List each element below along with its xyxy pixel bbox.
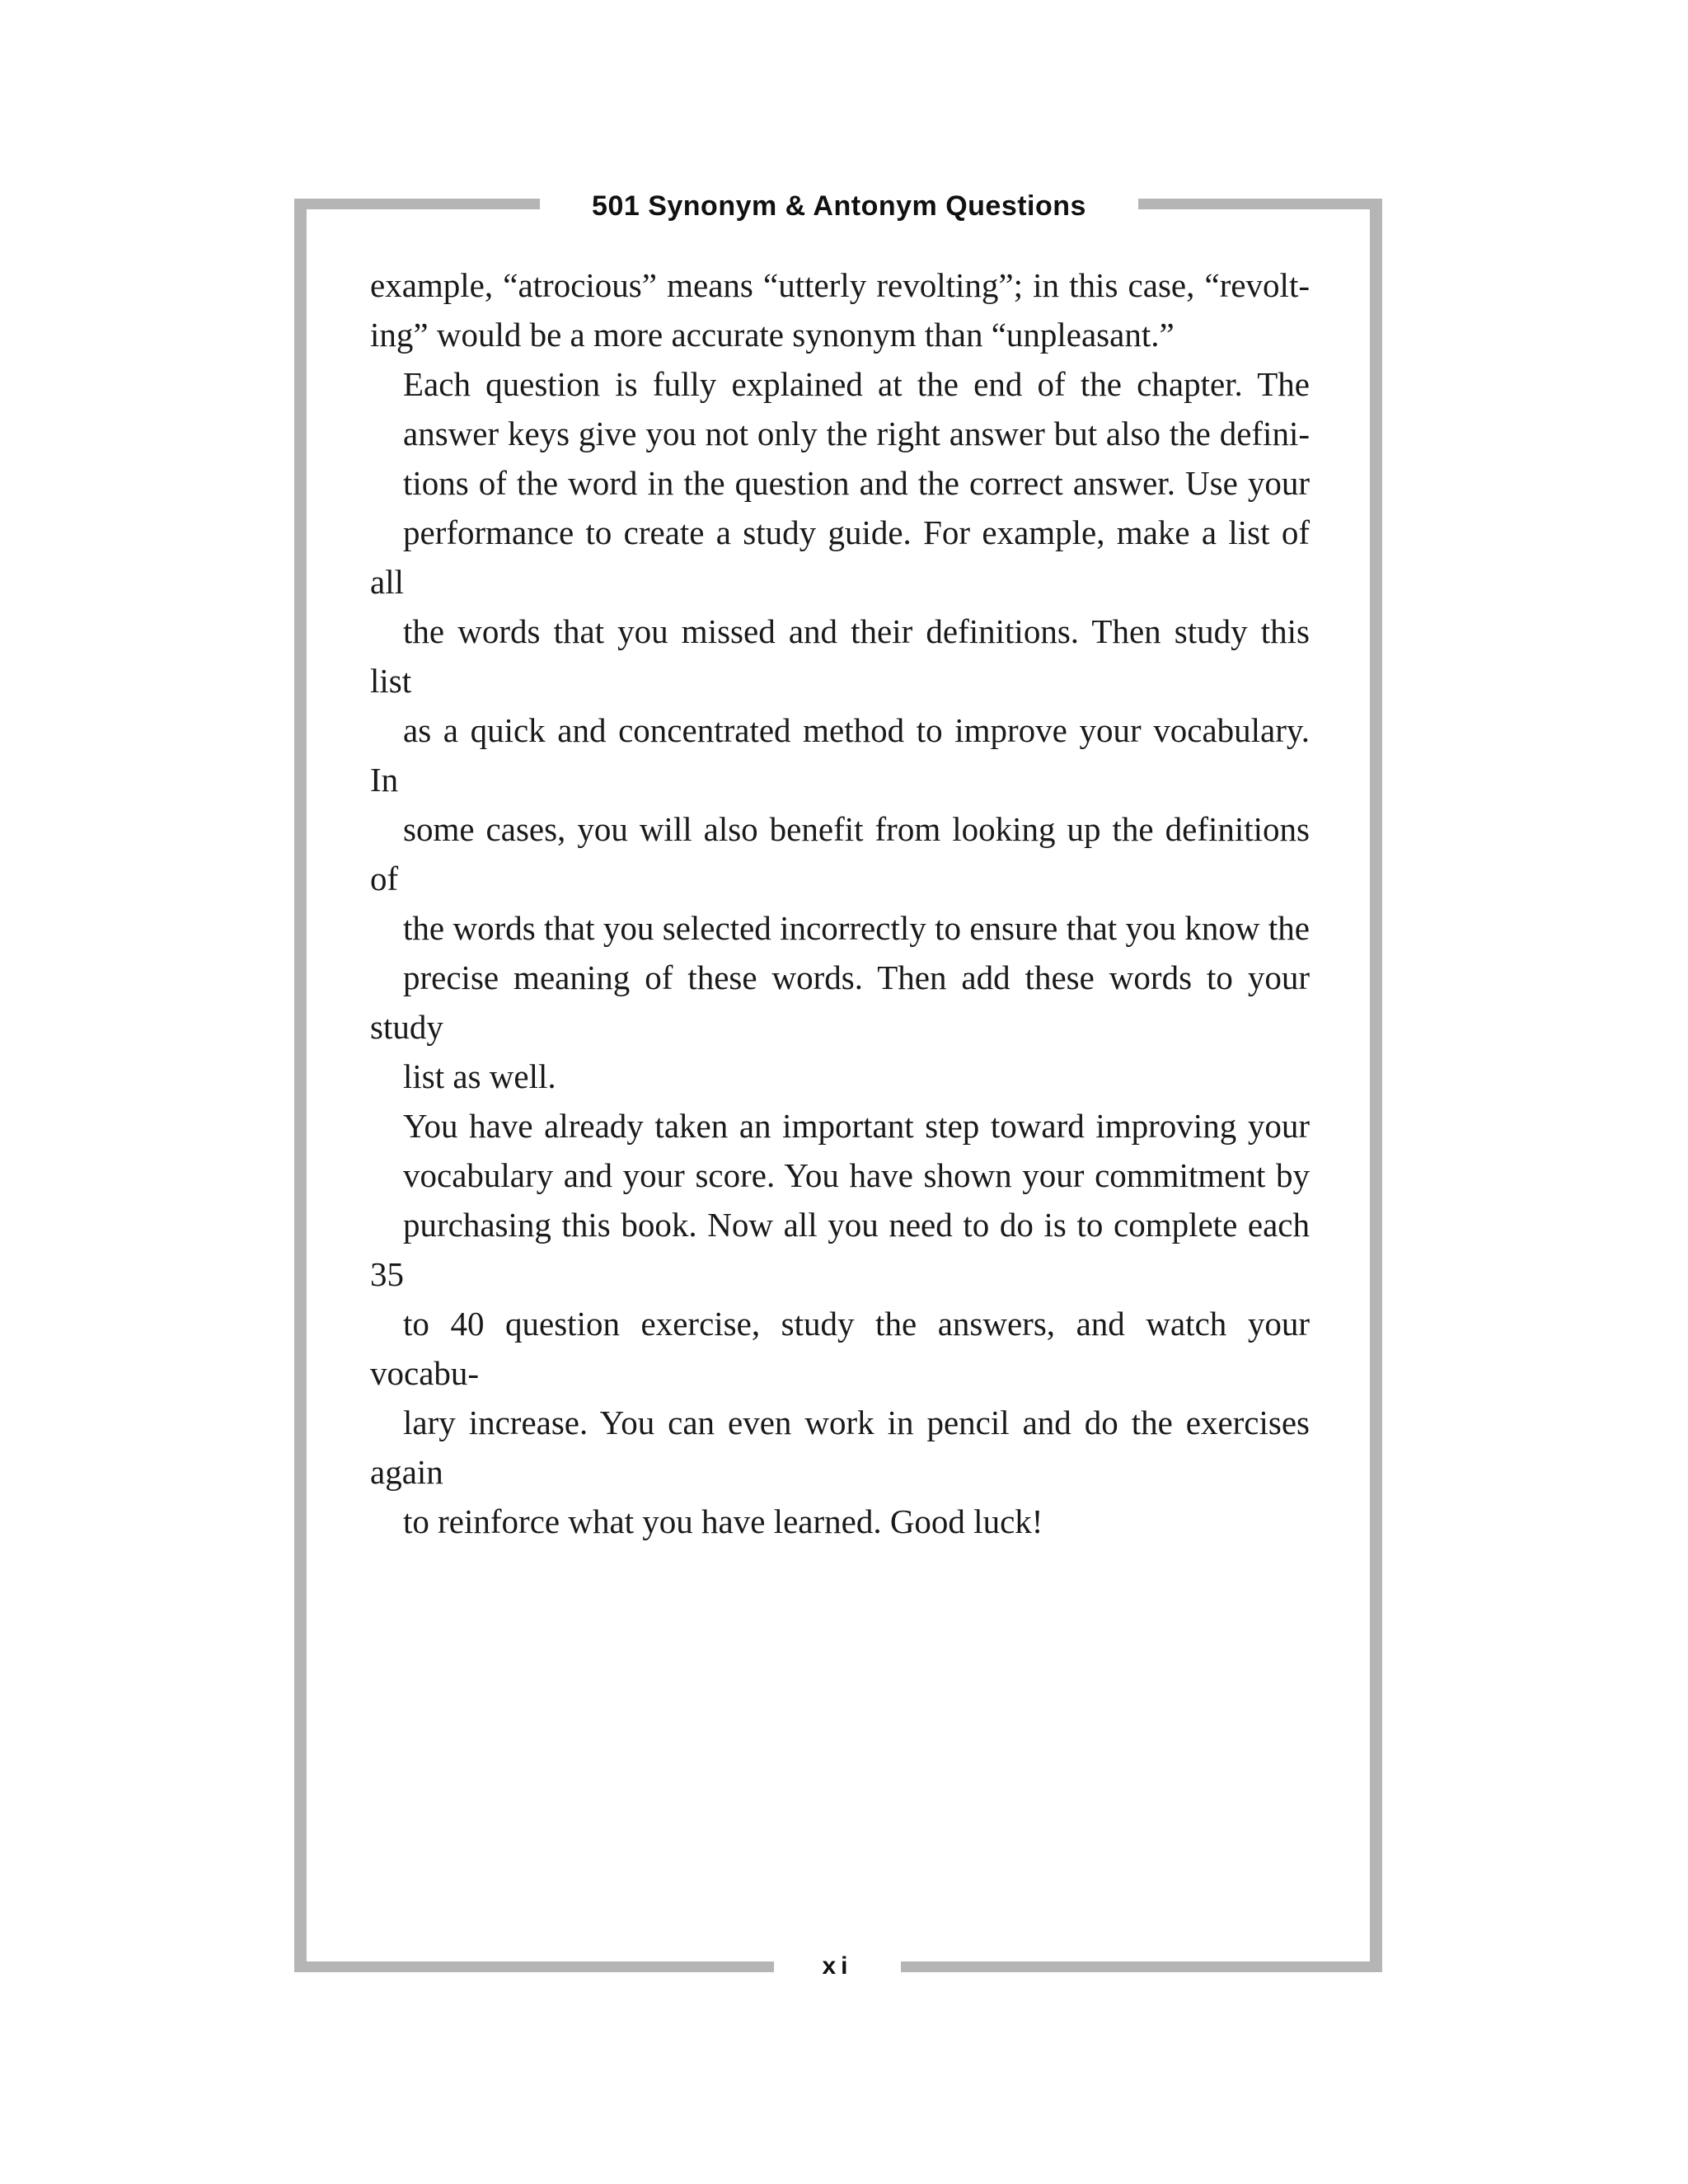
page-number: xi xyxy=(822,1952,853,1980)
text-line: ing” would be a more accurate synonym than “unpleasant.” xyxy=(370,316,1175,354)
text-line: Each question is fully explained at the end of the chapter. The xyxy=(403,365,1310,403)
paragraph-1 xyxy=(370,260,1310,359)
text-line: answer keys give you not only the right answer but also the defini- xyxy=(403,415,1310,452)
body-text xyxy=(370,260,1310,1546)
frame-left-bar xyxy=(294,199,307,1972)
text-line: purchasing this book. Now all you need to do is to complete each 35 xyxy=(370,1206,1310,1293)
text-line: some cases, you will also benefit from looking up the definitions of xyxy=(370,810,1310,898)
frame-bottom-right-bar xyxy=(901,1961,1382,1972)
running-head: 501 Synonym & Antonym Questions xyxy=(592,190,1086,222)
frame-top-right-bar xyxy=(1138,199,1382,209)
text-line: tions of the word in the question and the correct answer. Use your xyxy=(403,464,1310,502)
text-line: to 40 question exercise, study the answers, and watch your vocabu- xyxy=(370,1305,1310,1392)
frame-bottom-left-bar xyxy=(294,1961,774,1972)
text-line: You have already taken an important step toward improving your xyxy=(403,1107,1310,1145)
text-line: to reinforce what you have learned. Good luck! xyxy=(403,1502,1043,1540)
text-line: the words that you missed and their definitions. Then study this list xyxy=(370,612,1310,700)
text-line: lary increase. You can even work in pencil and do the exercises again xyxy=(370,1404,1310,1491)
text-line: list as well. xyxy=(403,1057,556,1095)
text-line: the words that you selected incorrectly to ensure that you know the xyxy=(403,909,1310,947)
paragraph-2 xyxy=(370,359,1310,1101)
text-line: as a quick and concentrated method to improve your vocabulary. In xyxy=(370,711,1310,799)
frame-top-left-bar xyxy=(294,199,540,209)
text-line: example, “atrocious” means “utterly revolting”; in this case, “revolt- xyxy=(370,266,1310,304)
text-line: vocabulary and your score. You have shown your commitment by xyxy=(403,1156,1310,1194)
frame-right-bar xyxy=(1370,199,1382,1972)
text-line: precise meaning of these words. Then add these words to your study xyxy=(370,958,1310,1046)
text-line: performance to create a study guide. For example, make a list of all xyxy=(370,513,1310,601)
paragraph-3 xyxy=(370,1101,1310,1546)
